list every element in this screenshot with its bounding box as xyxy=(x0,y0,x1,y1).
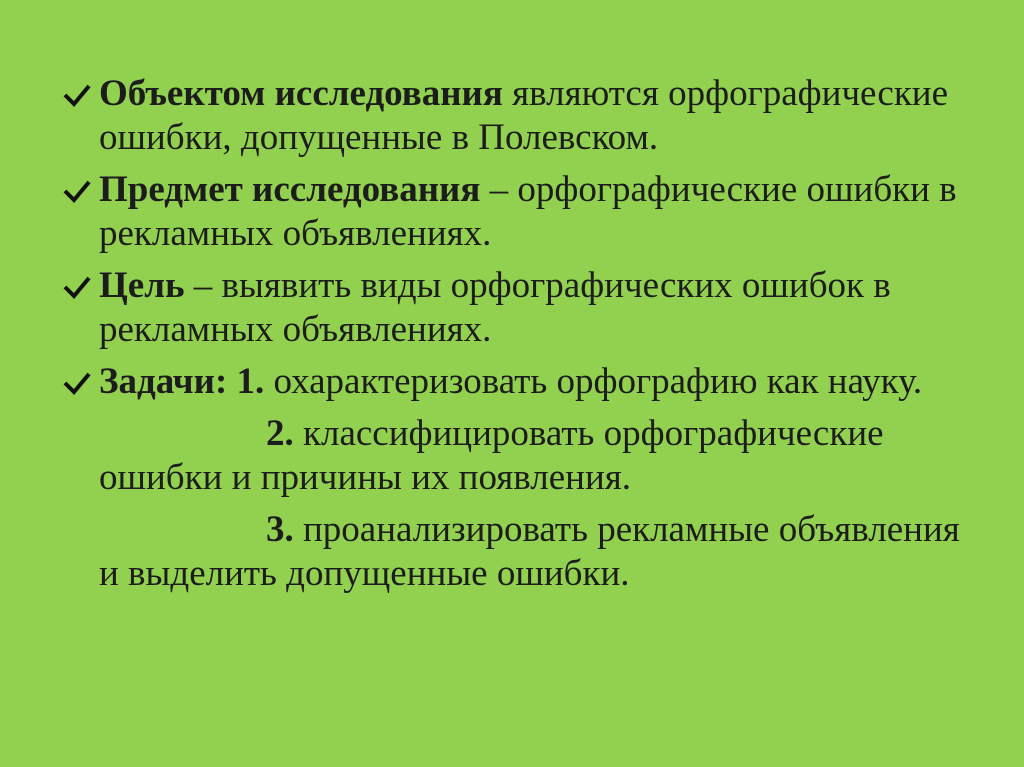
bullet-object-text: являются орфографические ошибки, допущенные в Полевском. xyxy=(99,73,949,158)
task-item-3 xyxy=(62,508,962,596)
bullet-subject-heading: Предмет исследования xyxy=(99,169,481,210)
task-text: классифицировать орфографические ошибки и причины их появления. xyxy=(99,413,884,498)
bullet-subject xyxy=(62,168,962,256)
task-text: проанализировать рекламные объявления и выделить допущенные ошибки. xyxy=(99,509,960,594)
bullet-tasks xyxy=(62,360,962,404)
bullet-object xyxy=(62,72,962,160)
task-number: 3. xyxy=(266,509,294,550)
bullet-tasks-text: охарактеризовать орфографию как науку. xyxy=(264,361,923,402)
arrow-check-bullet-icon xyxy=(62,273,92,301)
arrow-check-bullet-icon xyxy=(62,81,92,109)
slide-content xyxy=(62,72,962,604)
arrow-check-bullet-icon xyxy=(62,369,92,397)
task-number: 2. xyxy=(266,413,294,454)
bullet-goal xyxy=(62,264,962,352)
bullet-object-heading: Объектом исследования xyxy=(99,73,503,114)
task-item-2 xyxy=(62,412,962,500)
bullet-goal-heading: Цель xyxy=(99,265,185,306)
bullet-subject-text: – орфографические ошибки в рекламных объявлениях. xyxy=(99,169,957,254)
bullet-tasks-heading: Задачи: 1. xyxy=(99,361,265,402)
bullet-goal-text: – выявить виды орфографических ошибок в рекламных объявлениях. xyxy=(99,265,891,350)
arrow-check-bullet-icon xyxy=(62,177,92,205)
